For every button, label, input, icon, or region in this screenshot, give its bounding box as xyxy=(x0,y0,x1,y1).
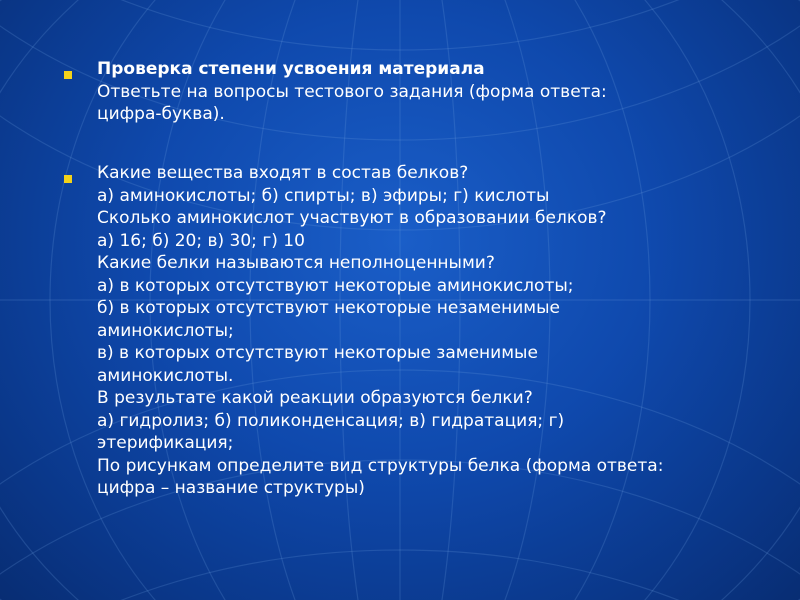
answer-line: б) в которых отсутствуют некоторые незаменимые xyxy=(97,298,560,318)
answer-line: этерификация; xyxy=(97,433,234,453)
question-line: Какие белки называются неполноценными? xyxy=(97,253,495,273)
bullet-marker-1 xyxy=(64,71,72,79)
answer-line: а) гидролиз; б) поликонденсация; в) гидратация; г) xyxy=(97,410,565,431)
question-line: В результате какой реакции образуются белки? xyxy=(97,388,533,408)
question-line: По рисункам определите вид структуры белка (форма ответа: xyxy=(97,455,664,476)
answer-line: аминокислоты. xyxy=(97,365,234,386)
answer-line: а) 16; б) 20; в) 30; г) 10 xyxy=(97,230,305,251)
question-line: Сколько аминокислот участвуют в образовании белков? xyxy=(97,208,607,228)
answer-line: а) аминокислоты; б) спирты; в) эфиры; г) кислоты xyxy=(97,185,550,206)
slide-title: Проверка степени усвоения материала xyxy=(97,59,485,79)
answer-line: а) в которых отсутствуют некоторые аминокислоты; xyxy=(97,275,574,296)
instruction-line: цифра-буква). xyxy=(97,104,225,124)
instruction-block xyxy=(97,58,777,126)
instruction-line: Ответьте на вопросы тестового задания (форма ответа: xyxy=(97,81,607,102)
questions-block xyxy=(97,162,777,500)
answer-line: аминокислоты; xyxy=(97,320,234,341)
question-line: цифра – название структуры) xyxy=(97,478,365,498)
bullet-marker-2 xyxy=(64,175,72,183)
question-line: Какие вещества входят в состав белков? xyxy=(97,163,469,183)
answer-line: в) в которых отсутствуют некоторые заменимые xyxy=(97,343,538,363)
